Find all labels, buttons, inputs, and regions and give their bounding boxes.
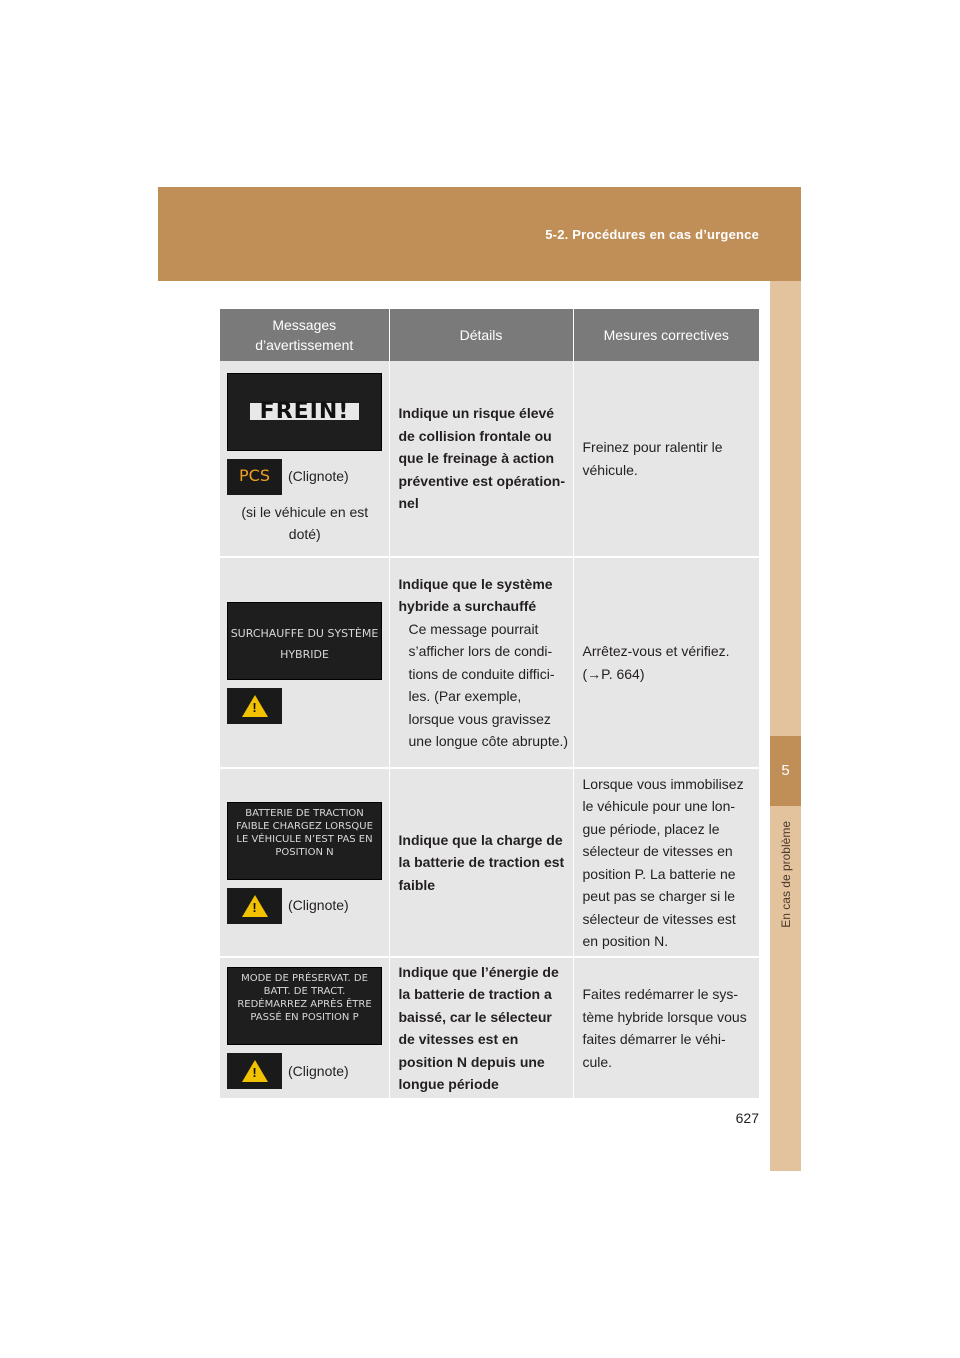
message-cell <box>220 557 389 768</box>
warning-triangle-icon: ! <box>242 1060 268 1082</box>
indicator-label: (Clignote) <box>288 1062 349 1079</box>
table-header-row <box>220 309 759 361</box>
remedy-text: Lorsque vous immobilisez le véhicule pour une lon-gue période, placez le sélecteur de vitesses en position P. La batterie ne peut pas se charger si le sélecteur de vitesses est en position N. <box>582 775 744 949</box>
table-row <box>220 768 759 957</box>
detail-cell <box>389 957 573 1099</box>
screen-text: SURCHAUFFE DU SYSTÈME HYBRIDE <box>230 626 379 661</box>
remedy-text: Faites redémarrer le sys-tème hybride lorsque vous faites démarrer le véhi-cule. <box>582 986 747 1070</box>
availability-note: (si le véhicule en est doté) <box>241 503 369 542</box>
header-band <box>158 187 801 281</box>
indicator-row <box>227 888 383 924</box>
indicator-label: (Clignote) <box>288 468 349 485</box>
column-header-messages: Messages d’avertissement <box>220 309 389 361</box>
screen-text: FREIN! <box>250 403 360 420</box>
column-header-remedies: Mesures correctives <box>573 309 759 361</box>
detail-text: Indique que la charge de la batterie de traction est faible <box>398 831 565 893</box>
remedy-cell <box>573 361 759 557</box>
detail-extra-text: Ce message pourrait s’afficher lors de condi-tions de conduite diffici-les. (Par exemple, lorsque vous gravissez une longue côte abrupte.) <box>408 620 569 749</box>
display-screen <box>227 373 382 451</box>
column-header-details: Détails <box>389 309 573 361</box>
table-row <box>220 557 759 768</box>
indicator-row <box>227 459 383 495</box>
message-cell <box>220 957 389 1099</box>
remedy-cell <box>573 768 759 957</box>
pcs-indicator-icon <box>227 459 282 495</box>
display-screen <box>227 802 382 880</box>
detail-cell <box>389 768 573 957</box>
remedy-text: Freinez pour ralentir le véhicule. <box>582 439 723 478</box>
indicator-row <box>227 1053 383 1089</box>
table-row <box>220 361 759 557</box>
remedy-cell <box>573 557 759 768</box>
display-screen <box>227 967 382 1045</box>
screen-text: MODE DE PRÉSERVAT. DE BATT. DE TRACT. REDÉMARREZ APRÈS ÊTRE PASSÉ EN POSITION P <box>237 973 372 1023</box>
section-title: 5-2. Procédures en cas d’urgence <box>545 227 759 242</box>
pcs-text: PCS <box>239 466 270 486</box>
table-row <box>220 957 759 1099</box>
warning-indicator-icon <box>227 688 282 724</box>
warning-table <box>220 309 759 1100</box>
detail-cell <box>389 361 573 557</box>
detail-cell <box>389 557 573 768</box>
detail-text: Indique que l’énergie de la batterie de traction a baissé, car le sélecteur de vitesses est en position N depuis une longue période <box>398 963 559 1092</box>
warning-triangle-icon: ! <box>242 895 268 917</box>
warning-triangle-icon: ! <box>242 695 268 717</box>
indicator-row <box>227 688 383 724</box>
chapter-label: En cas de problème <box>778 821 793 928</box>
screen-text: BATTERIE DE TRACTION FAIBLE CHARGEZ LORSQUE LE VÉHICULE N’EST PAS EN POSITION N <box>236 807 373 858</box>
detail-text: Indique un risque élevé de collision frontale ou que le freinage à action préventive est opération-nel <box>398 405 565 512</box>
detail-text: Indique que le système hybride a surchauffé <box>398 575 553 614</box>
remedy-cell <box>573 957 759 1099</box>
page-number: 627 <box>735 1110 759 1126</box>
chapter-number: 5 <box>770 736 801 806</box>
warning-indicator-icon <box>227 1053 282 1089</box>
chapter-label-wrap <box>770 821 801 981</box>
message-cell <box>220 361 389 557</box>
indicator-label: (Clignote) <box>288 897 349 914</box>
message-cell <box>220 768 389 957</box>
side-tab <box>770 281 801 1171</box>
remedy-text: Arrêtez-vous et vérifiez. (→P. 664) <box>582 643 730 682</box>
display-screen <box>227 602 382 680</box>
warning-indicator-icon <box>227 888 282 924</box>
